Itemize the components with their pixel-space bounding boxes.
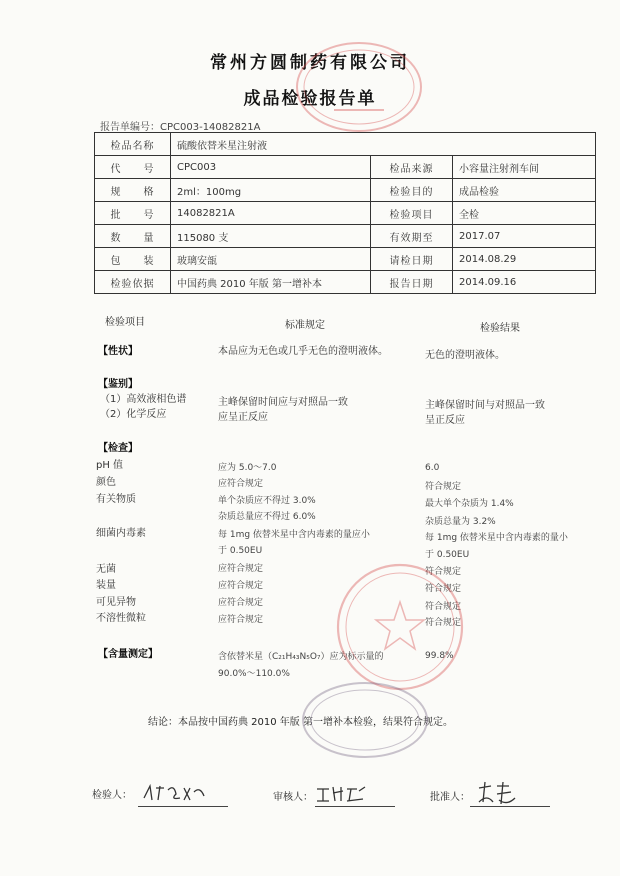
package-label: 包 装 <box>95 248 171 271</box>
ph-result: 6.0 <box>425 463 440 473</box>
report-number-label: 报告单编号： <box>100 122 160 133</box>
ph-standard: 应为 5.0～7.0 <box>218 463 277 473</box>
expiry-label: 有效期至 <box>371 225 453 248</box>
volume-standard: 应符合规定 <box>218 581 264 591</box>
report-number-value: CPC003-14082821A <box>160 122 261 133</box>
section-assay: 【含量测定】 <box>98 649 158 660</box>
endotoxin-result-1: 每 1mg 依替米星中含内毒素的量小 <box>425 533 568 543</box>
color-result: 符合规定 <box>425 482 462 492</box>
sterility-standard: 应符合规定 <box>218 564 264 574</box>
endotoxin-standard-2: 于 0.50EU <box>218 546 263 556</box>
spec-label: 规 格 <box>95 179 171 202</box>
request-date-value: 2014.08.29 <box>453 248 596 271</box>
quantity-label: 数 量 <box>95 225 171 248</box>
insoluble-name: 不溶性微粒 <box>96 613 146 624</box>
related-standard-1: 单个杂质应不得过 3.0% <box>218 496 316 506</box>
request-date-label: 请检日期 <box>371 248 453 271</box>
inspector-label: 检验人： <box>92 790 132 801</box>
reviewer-signature-line <box>315 806 395 807</box>
endotoxin-name: 细菌内毒素 <box>96 528 146 539</box>
code-value: CPC003 <box>171 156 371 179</box>
related-result-1: 最大单个杂质为 1.4% <box>425 499 514 509</box>
character-standard: 本品应为无色或几乎无色的澄明液体。 <box>218 346 388 357</box>
report-number <box>100 118 260 133</box>
item-label: 检验项目 <box>371 202 453 225</box>
chem-result: 呈正反应 <box>425 415 465 426</box>
color-standard: 应符合规定 <box>218 479 264 489</box>
sterility-result: 符合规定 <box>425 567 462 577</box>
quantity-value: 115080 支 <box>171 225 371 248</box>
table-row <box>95 179 596 202</box>
column-header-result: 检验结果 <box>480 323 520 334</box>
volume-result: 符合规定 <box>425 584 462 594</box>
column-header-item: 检验项目 <box>105 317 145 328</box>
column-header-standard: 标准规定 <box>285 320 325 331</box>
source-label: 检品来源 <box>371 156 453 179</box>
code-label: 代 号 <box>95 156 171 179</box>
purpose-label: 检验目的 <box>371 179 453 202</box>
approver-signature <box>475 780 520 808</box>
hplc-standard: 主峰保留时间应与对照品一致 <box>218 397 348 408</box>
visible-standard: 应符合规定 <box>218 598 264 608</box>
table-row <box>95 156 596 179</box>
visible-name: 可见异物 <box>96 597 136 608</box>
table-row <box>95 248 596 271</box>
visible-result: 符合规定 <box>425 602 462 612</box>
product-name-value: 硫酸依替米星注射液 <box>171 133 596 156</box>
hplc-result: 主峰保留时间与对照品一致 <box>425 400 545 411</box>
expiry-value: 2017.07 <box>453 225 596 248</box>
table-row <box>95 202 596 225</box>
conclusion: 结论：本品按中国药典 2010 年版 第一增补本检验，结果符合规定。 <box>148 717 453 728</box>
item-value: 全检 <box>453 202 596 225</box>
chem-name: （2）化学反应 <box>100 409 167 420</box>
related-result-2: 杂质总量为 3.2% <box>425 517 496 527</box>
batch-value: 14082821A <box>171 202 371 225</box>
table-row <box>95 271 596 294</box>
ph-name: pH 值 <box>96 460 124 471</box>
reviewer-label: 审核人： <box>273 792 313 803</box>
table-row <box>95 133 596 156</box>
company-name: 常州方圆制药有限公司 <box>210 53 410 73</box>
volume-name: 装量 <box>96 580 116 591</box>
inspector-signature <box>140 782 210 804</box>
endotoxin-result-2: 于 0.50EU <box>425 550 470 560</box>
assay-result: 99.8% <box>425 651 454 661</box>
related-name: 有关物质 <box>96 494 136 505</box>
source-value: 小容量注射剂车间 <box>453 156 596 179</box>
basis-value: 中国药典 2010 年版 第一增补本 <box>171 271 371 294</box>
batch-label: 批 号 <box>95 202 171 225</box>
assay-standard-2: 90.0%～110.0% <box>218 669 290 679</box>
spec-value: 2ml：100mg <box>171 179 371 202</box>
report-date-label: 报告日期 <box>371 271 453 294</box>
color-name: 颜色 <box>96 477 116 488</box>
endotoxin-standard-1: 每 1mg 依替米星中含内毒素的量应小 <box>218 530 370 540</box>
hplc-name: （1）高效液相色谱 <box>100 394 187 405</box>
product-name-label: 检品名称 <box>95 133 171 156</box>
assay-standard-1: 含依替米星（C₂₁H₄₃N₅O₇）应为标示量的 <box>218 652 384 662</box>
report-title: 成品检验报告单 <box>243 89 377 109</box>
related-standard-2: 杂质总量应不得过 6.0% <box>218 512 316 522</box>
section-character: 【性状】 <box>98 346 138 357</box>
basis-label: 检验依据 <box>95 271 171 294</box>
purpose-value: 成品检验 <box>453 179 596 202</box>
character-result: 无色的澄明液体。 <box>425 350 505 361</box>
sterility-name: 无菌 <box>96 564 116 575</box>
section-identification: 【鉴别】 <box>98 379 138 390</box>
approver-label: 批准人： <box>430 792 470 803</box>
insoluble-standard: 应符合规定 <box>218 615 264 625</box>
inspector-signature-line <box>138 806 228 807</box>
package-value: 玻璃安瓿 <box>171 248 371 271</box>
report-date-value: 2014.09.16 <box>453 271 596 294</box>
insoluble-result: 符合规定 <box>425 618 462 628</box>
reviewer-signature <box>315 783 375 805</box>
product-info-table <box>94 132 596 294</box>
table-row <box>95 225 596 248</box>
chem-standard: 应呈正反应 <box>218 412 268 423</box>
section-tests: 【检查】 <box>98 443 138 454</box>
